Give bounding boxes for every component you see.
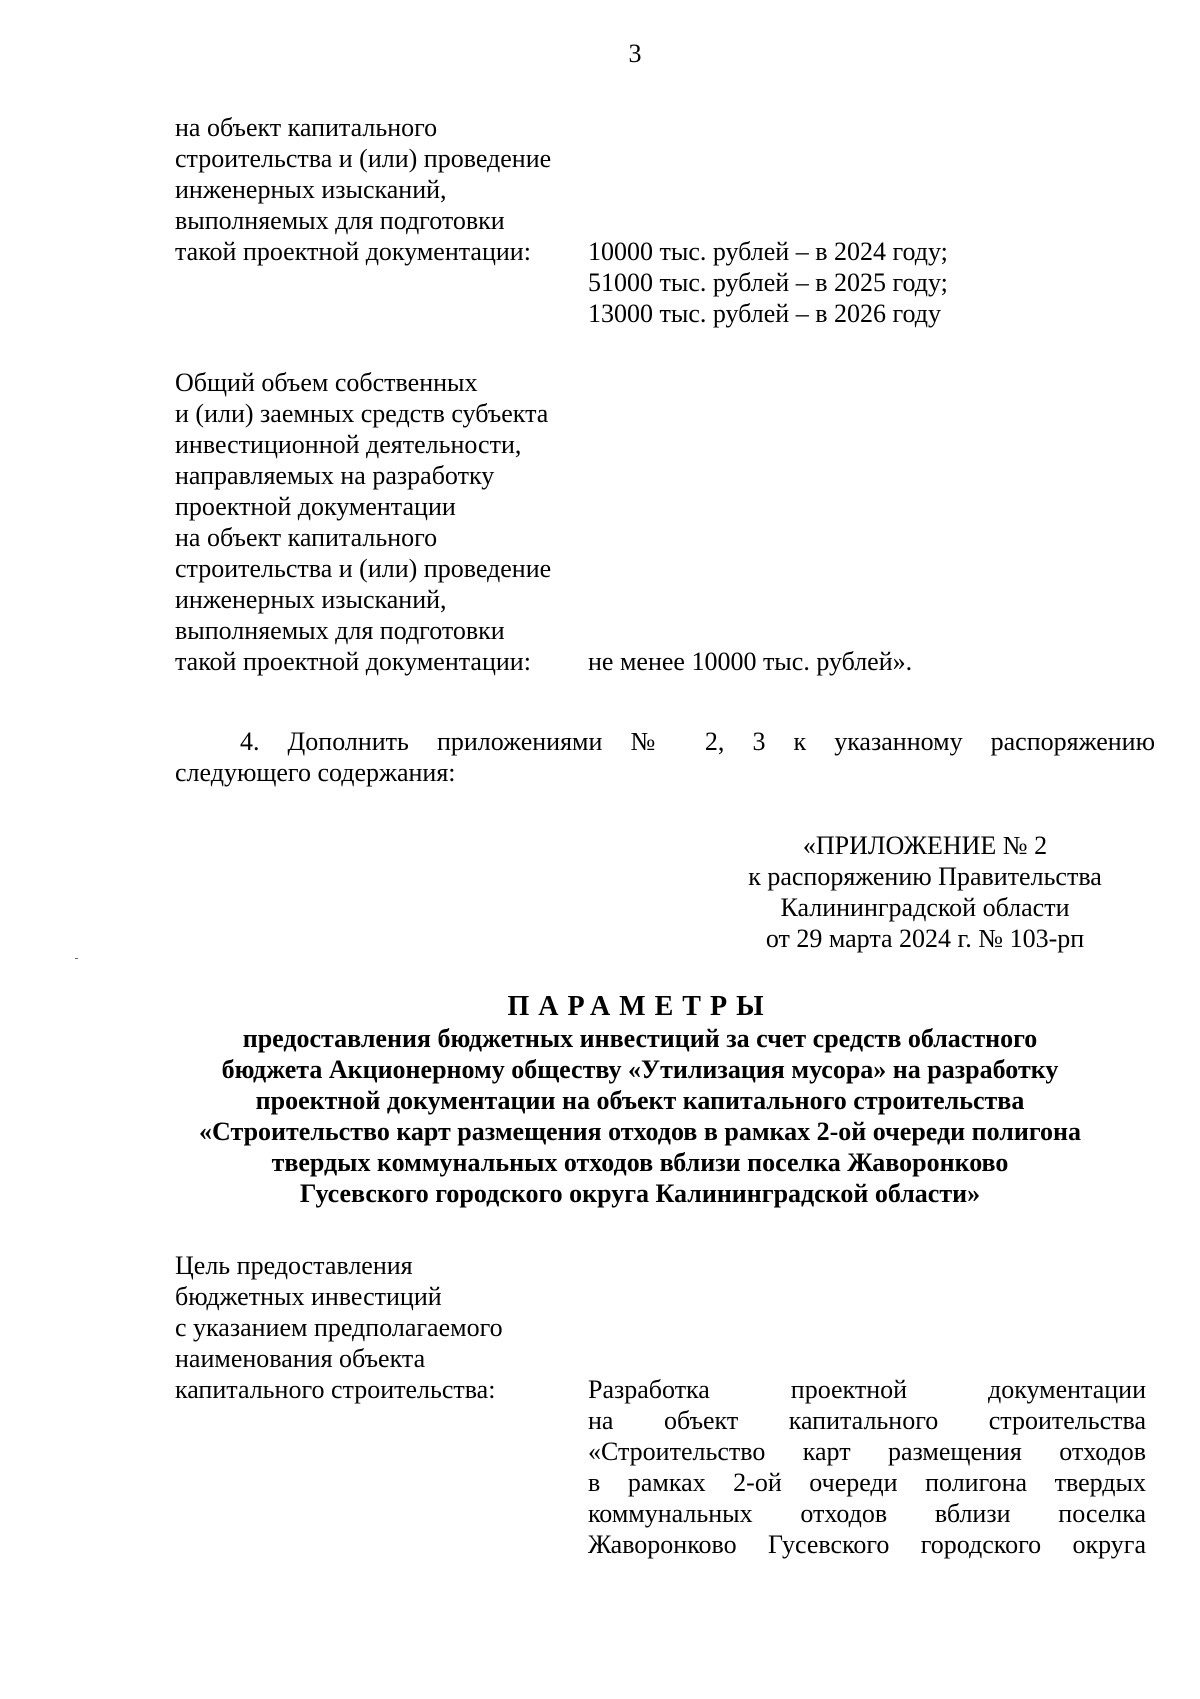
goal-value (588, 1374, 1146, 1560)
block2-label-line: направляемых на разработку (175, 461, 495, 490)
title-line: «Строительство карт размещения отходов в рамках 2-ой очереди полигона (199, 1117, 1081, 1146)
block2-label-line: на объект капитального (175, 523, 438, 552)
goal-label-line: с указанием предполагаемого (175, 1313, 503, 1342)
block2-label-line: инвестиционной деятельности, (175, 430, 522, 459)
block2-value: не менее 10000 тыс. рублей». (588, 647, 913, 676)
title-heading: ПАРАМЕТРЫ (507, 991, 773, 1022)
page-number: 3 (628, 39, 642, 68)
item4-paragraph (240, 726, 1155, 757)
title-line: предоставления бюджетных инвестиций за счет средств областного (242, 1024, 1038, 1053)
title-line: бюджета Акционерному обществу «Утилизация мусора» на разработку (221, 1055, 1059, 1084)
parameters-title (100, 990, 1180, 1209)
scan-speck (75, 958, 78, 959)
goal-label (175, 1250, 503, 1405)
goal-value-line: на объект капитального строительства (588, 1406, 1146, 1435)
block1-label (175, 112, 551, 267)
block2-label-line: Общий объем собственных (175, 368, 478, 397)
appendix-line: «ПРИЛОЖЕНИЕ № 2 (802, 831, 1048, 860)
title-line: Гусевского городского округа Калининградской области» (299, 1179, 981, 1208)
block1-label-line: строительства и (или) проведение (175, 144, 552, 173)
block1-values (588, 236, 948, 329)
goal-label-line: наименования объекта (175, 1344, 426, 1373)
goal-value-line: Разработка проектной документации (588, 1375, 1146, 1404)
goal-value-line: Жаворонково Гусевского городского округа (588, 1530, 1146, 1559)
block1-value-line: 51000 тыс. рублей – в 2025 году; (588, 268, 948, 297)
block2-label-line: выполняемых для подготовки (175, 616, 505, 645)
block1-value-line: 10000 тыс. рублей – в 2024 году; (588, 237, 948, 266)
block1-value-line: 13000 тыс. рублей – в 2026 году (588, 299, 941, 328)
appendix-line: к распоряжению Правительства (748, 862, 1102, 891)
block1-label-line: такой проектной документации: (175, 237, 531, 266)
appendix-line: Калининградской области (780, 893, 1070, 922)
block2-label-line: инженерных изысканий, (175, 585, 447, 614)
block1-label-line: на объект капитального (175, 113, 438, 142)
appendix-header (700, 830, 1150, 954)
goal-label-line: Цель предоставления (175, 1251, 413, 1280)
title-line: проектной документации на объект капитального строительства (255, 1086, 1025, 1115)
goal-value-line: «Строительство карт размещения отходов (588, 1437, 1146, 1466)
goal-value-line: в рамках 2-ой очереди полигона твердых (588, 1468, 1146, 1497)
block1-label-line: выполняемых для подготовки (175, 206, 505, 235)
block2-label-line: такой проектной документации: (175, 647, 531, 676)
block2-label-line: строительства и (или) проведение (175, 554, 552, 583)
goal-value-line: коммунальных отходов вблизи поселка (588, 1499, 1146, 1528)
appendix-line: от 29 марта 2024 г. № 103-рп (765, 924, 1085, 953)
title-line: твердых коммунальных отходов вблизи поселка Жаворонково (271, 1148, 1009, 1177)
item4-line1: 4. Дополнить приложениями № 2, 3 к указанному распоряжению (240, 727, 1155, 756)
block2-label-line: и (или) заемных средств субъекта (175, 399, 549, 428)
block2-label-line: проектной документации (175, 492, 456, 521)
goal-label-line: капитального строительства: (175, 1375, 496, 1404)
block1-label-line: инженерных изысканий, (175, 175, 447, 204)
item4-line2: следующего содержания: (175, 758, 456, 787)
block2-label (175, 367, 551, 677)
goal-label-line: бюджетных инвестиций (175, 1282, 442, 1311)
